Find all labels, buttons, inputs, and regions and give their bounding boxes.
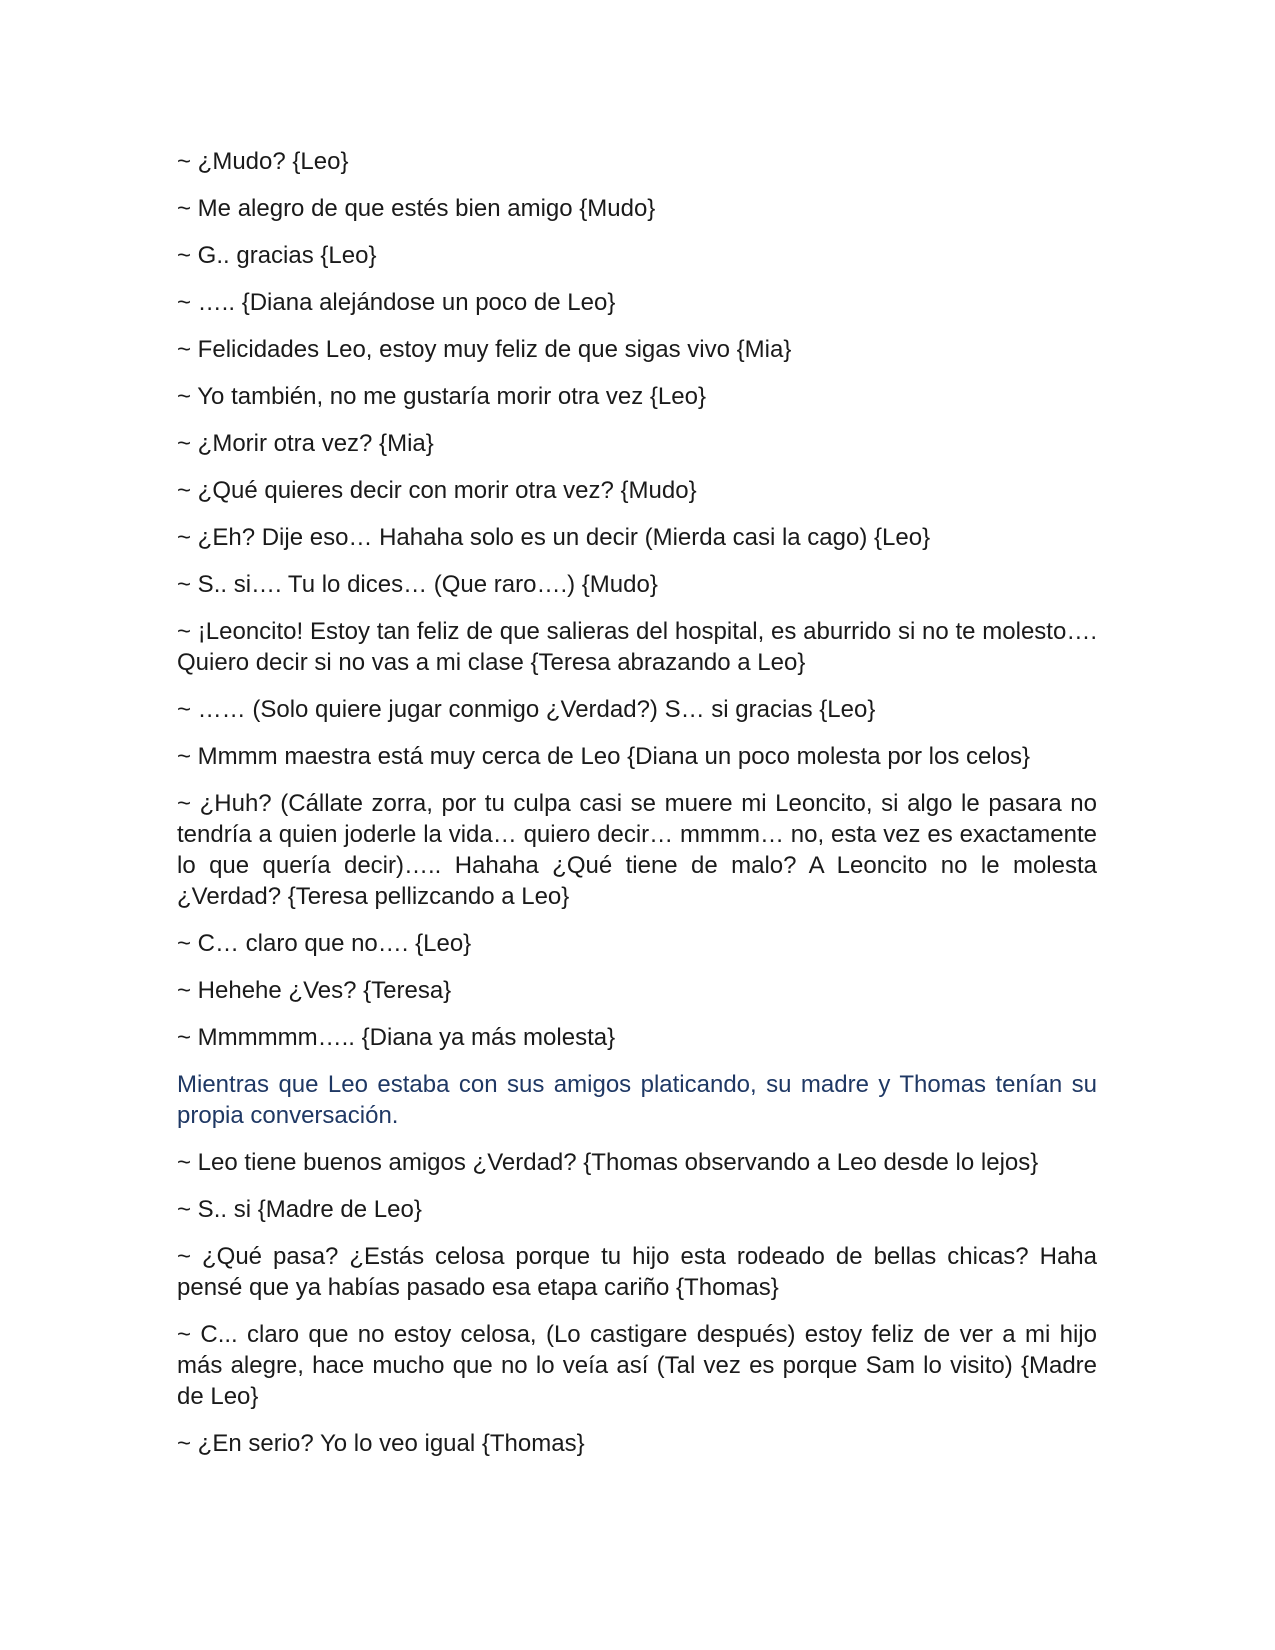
dialogue-line: ~ ….. {Diana alejándose un poco de Leo} [177, 289, 616, 316]
dialogue-line: ~ …… (Solo quiere jugar conmigo ¿Verdad?) S… si gracias {Leo} [177, 696, 876, 723]
dialogue-line: ~ ¿Huh? (Cállate zorra, por tu culpa casi se muere mi Leoncito, si algo le pasara no tendría a quien joderle la vida… quiero decir… mmmm… no, esta vez es exactamente lo que quería decir)….. Hahaha ¿Qué tiene de malo? A Leoncito no le molesta ¿Verdad? {Teresa pellizcando a Leo} [177, 790, 1097, 910]
document-body [177, 146, 1097, 1475]
dialogue-line: ~ C… claro que no…. {Leo} [177, 930, 472, 957]
dialogue-line: ~ Mmmm maestra está muy cerca de Leo {Diana un poco molesta por los celos} [177, 743, 1031, 770]
dialogue-line: ~ S.. si {Madre de Leo} [177, 1196, 422, 1223]
dialogue-line: ~ Yo también, no me gustaría morir otra vez {Leo} [177, 383, 706, 410]
dialogue-line: ~ Mmmmmm….. {Diana ya más molesta} [177, 1024, 616, 1051]
dialogue-line: ~ C... claro que no estoy celosa, (Lo castigare después) estoy feliz de ver a mi hijo más alegre, hace mucho que no lo veía así (Tal vez es porque Sam lo visito) {Madre de Leo} [177, 1321, 1097, 1410]
dialogue-line: ~ ¿Eh? Dije eso… Hahaha solo es un decir (Mierda casi la cago) {Leo} [177, 524, 931, 551]
dialogue-line: ~ Me alegro de que estés bien amigo {Mudo} [177, 195, 656, 222]
dialogue-line: ~ ¿Morir otra vez? {Mia} [177, 430, 434, 457]
dialogue-line: ~ ¿Mudo? {Leo} [177, 148, 349, 175]
dialogue-line: ~ S.. si…. Tu lo dices… (Que raro….) {Mudo} [177, 571, 658, 598]
dialogue-line: ~ G.. gracias {Leo} [177, 242, 377, 269]
dialogue-line: ~ ¿Qué pasa? ¿Estás celosa porque tu hijo esta rodeado de bellas chicas? Haha pensé que ya habías pasado esa etapa cariño {Thomas} [177, 1243, 1097, 1301]
dialogue-line: ~ ¡Leoncito! Estoy tan feliz de que salieras del hospital, es aburrido si no te molesto…. Quiero decir si no vas a mi clase {Teresa abrazando a Leo} [177, 618, 1097, 676]
dialogue-line: ~ ¿Qué quieres decir con morir otra vez? {Mudo} [177, 477, 697, 504]
dialogue-line: ~ Leo tiene buenos amigos ¿Verdad? {Thomas observando a Leo desde lo lejos} [177, 1149, 1039, 1176]
narration-paragraph: Mientras que Leo estaba con sus amigos platicando, su madre y Thomas tenían su propia conversación. [177, 1071, 1097, 1129]
dialogue-line: ~ Felicidades Leo, estoy muy feliz de que sigas vivo {Mia} [177, 336, 792, 363]
dialogue-line: ~ ¿En serio? Yo lo veo igual {Thomas} [177, 1430, 585, 1457]
dialogue-line: ~ Hehehe ¿Ves? {Teresa} [177, 977, 452, 1004]
